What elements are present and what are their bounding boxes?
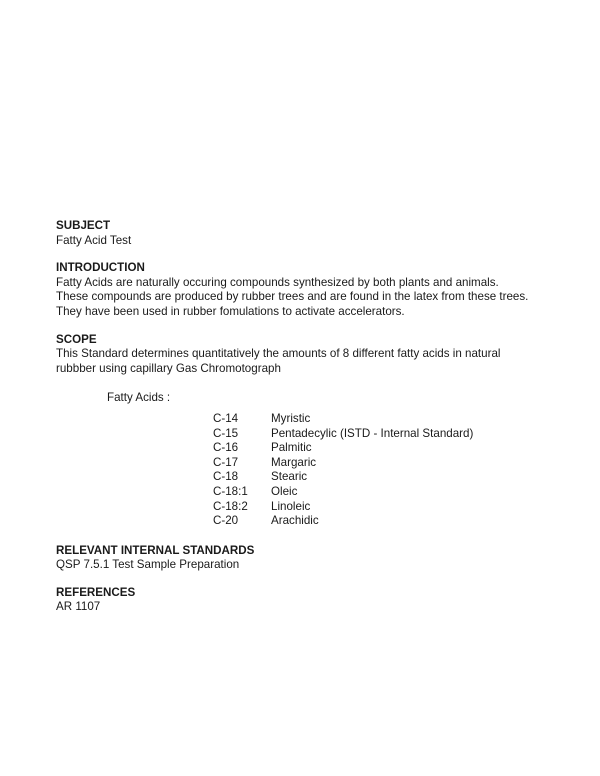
document-page [56, 219, 576, 628]
fatty-acids-label: Fatty Acids : [107, 391, 171, 405]
fatty-acid-code: C-18:1 [213, 484, 248, 498]
introduction-line: Fatty Acids are naturally occuring compounds synthesized by both plants and animals. [56, 275, 499, 289]
fatty-acid-name: Arachidic [271, 514, 319, 528]
fatty-acid-name: Margaric [271, 455, 317, 469]
references-heading: REFERENCES [56, 585, 136, 599]
fatty-acid-row [56, 441, 473, 456]
fatty-acid-code: C-14 [213, 411, 239, 425]
relevant-internal-standards-section [56, 544, 576, 573]
fatty-acid-code: C-17 [213, 455, 239, 469]
scope-section [56, 333, 576, 529]
fatty-acid-name: Pentadecylic (ISTD - Internal Standard) [271, 426, 474, 440]
fatty-acid-name: Myristic [271, 411, 311, 425]
subject-heading: SUBJECT [56, 219, 111, 232]
subject-section [56, 219, 576, 248]
fatty-acid-row [56, 485, 473, 500]
fatty-acid-code: C-20 [213, 514, 239, 528]
fatty-acid-row [56, 412, 473, 427]
introduction-heading: INTRODUCTION [56, 261, 145, 275]
relevant-internal-standards-text: QSP 7.5.1 Test Sample Preparation [56, 558, 240, 572]
fatty-acid-row [56, 427, 473, 442]
introduction-line: They have been used in rubber fomulations to activate accelerators. [56, 304, 405, 318]
scope-line: This Standard determines quantitatively the amounts of 8 different fatty acids in natural [56, 347, 501, 361]
relevant-internal-standards-heading: RELEVANT INTERNAL STANDARDS [56, 543, 255, 557]
fatty-acid-code: C-16 [213, 441, 239, 455]
fatty-acid-code: C-15 [213, 426, 239, 440]
references-text: AR 1107 [56, 600, 101, 614]
subject-text: Fatty Acid Test [56, 233, 132, 247]
scope-heading: SCOPE [56, 332, 97, 346]
fatty-acid-name: Palmitic [271, 441, 312, 455]
fatty-acid-row [56, 500, 473, 515]
fatty-acids-table [56, 412, 473, 529]
fatty-acid-name: Linoleic [271, 499, 311, 513]
fatty-acid-row [56, 470, 473, 485]
fatty-acid-name: Oleic [271, 484, 298, 498]
introduction-line: These compounds are produced by rubber trees and are found in the latex from these trees. [56, 290, 529, 304]
fatty-acid-row [56, 456, 473, 471]
fatty-acid-code: C-18 [213, 470, 239, 484]
references-section [56, 586, 576, 615]
introduction-section [56, 261, 576, 319]
fatty-acid-code: C-18:2 [213, 499, 248, 513]
scope-line: rubbber using capillary Gas Chromotograph [56, 361, 281, 375]
fatty-acid-name: Stearic [271, 470, 308, 484]
fatty-acid-row [56, 514, 473, 529]
